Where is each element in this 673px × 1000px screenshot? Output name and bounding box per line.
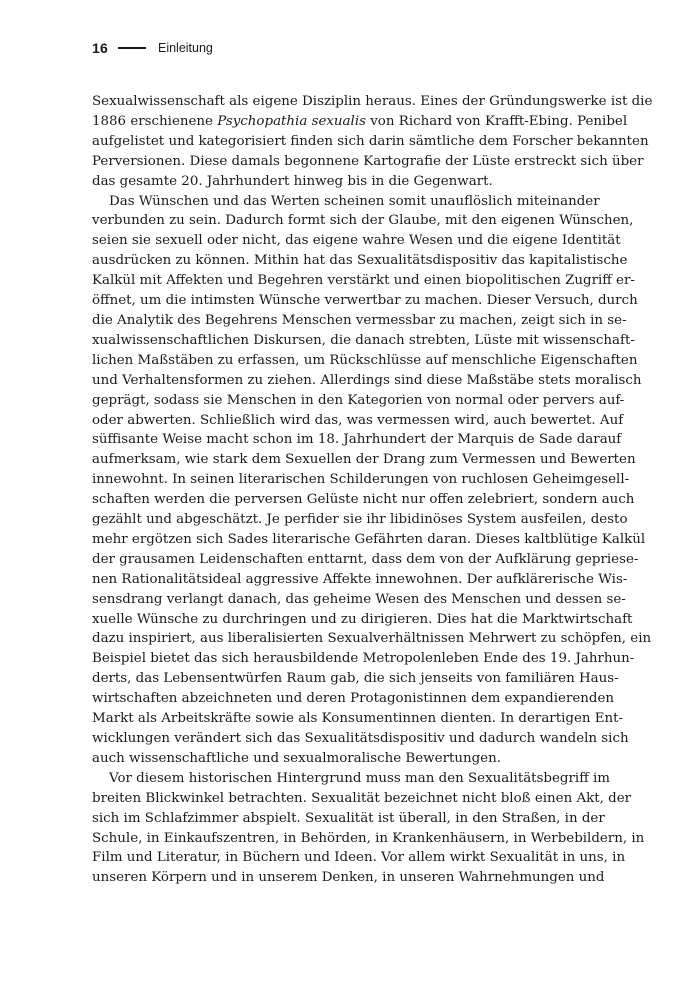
text-line: geprägt, sodass sie Menschen in den Kategorien von normal oder pervers auf- <box>92 392 625 408</box>
text-line: das gesamte 20. Jahrhundert hinweg bis in die Gegenwart. <box>92 173 493 189</box>
text-line: unseren Körpern und in unserem Denken, in unseren Wahrnehmungen und <box>92 870 605 886</box>
running-head: Einleitung <box>157 41 213 55</box>
text-line: xuelle Wünsche zu durchringen und zu dirigieren. Dies hat die Marktwirtschaft <box>92 611 633 627</box>
page-number: 16 <box>92 40 108 56</box>
text-line: Film und Literatur, in Büchern und Ideen. Vor allem wirkt Sexualität in uns, in <box>92 850 626 866</box>
text-line: schaften werden die perversen Gelüste nicht nur offen zelebriert, sondern auch <box>92 492 635 508</box>
text-line: xualwissenschaftlichen Diskursen, die danach strebten, Lüste mit wissenschaft- <box>92 332 635 348</box>
text-line: oder abwerten. Schließlich wird das, was vermessen wird, auch bewertet. Auf <box>92 412 624 428</box>
text-line: lichen Maßstäben zu erfassen, um Rückschlüsse auf menschliche Eigenschaften <box>92 352 638 368</box>
text-line: nen Rationalitätsideal aggressive Affekte innewohnen. Der aufklärerische Wis- <box>92 571 628 587</box>
body-text <box>92 92 653 888</box>
text-line: wicklungen verändert sich das Sexualitätsdispositiv und dadurch wandeln sich <box>92 731 629 746</box>
text-line: Sexualwissenschaft als eigene Disziplin heraus. Eines der Gründungswerke ist die <box>92 94 653 109</box>
text-line: mehr ergötzen sich Sades literarische Gefährten daran. Dieses kaltblütige Kalkül <box>92 531 646 547</box>
paragraph <box>92 92 653 192</box>
text-line: dazu inspiriert, aus liberalisierten Sexualverhältnissen Mehrwert zu schöpfen, ein <box>92 631 652 647</box>
text-line: aufgelistet und kategorisiert finden sich darin sämtliche dem Forscher bekannten <box>92 133 649 149</box>
text-line: Das Wünschen und das Werten scheinen somit unauflöslich miteinander <box>109 193 600 209</box>
text-line: Perversionen. Diese damals begonnene Kartografie der Lüste erstreckt sich über <box>92 153 644 169</box>
paragraph <box>92 192 652 769</box>
page-header <box>92 40 213 56</box>
paragraph <box>92 769 645 888</box>
text-line: aufmerksam, wie stark dem Sexuellen der Drang zum Vermessen und Bewerten <box>92 452 636 468</box>
text-line: wirtschaften abzeichneten und deren Protagonistinnen dem expandierenden <box>92 691 615 707</box>
text-line: gezählt und abgeschätzt. Je perfider sie ihr libidinöses System ausfeilen, desto <box>92 512 628 528</box>
text-line: derts, das Lebensentwürfen Raum gab, die sich jenseits von familiären Haus- <box>92 671 619 687</box>
header-rule <box>118 47 146 49</box>
text-line: seien sie sexuell oder nicht, das eigene wahre Wesen und die eigene Identität <box>92 233 621 249</box>
text-line: sich im Schlafzimmer abspielt. Sexualität ist überall, in den Straßen, in der <box>92 810 605 826</box>
text-line: breiten Blickwinkel betrachten. Sexualität bezeichnet nicht bloß einen Akt, der <box>92 790 632 806</box>
text-line: sensdrang verlangt danach, das geheime Wesen des Menschen und dessen se- <box>92 591 626 607</box>
text-line: 1886 erschienene Psychopathia sexualis von Richard von Krafft-Ebing. Penibel <box>92 113 628 129</box>
text-line: Markt als Arbeitskräfte sowie als Konsumentinnen dienten. In derartigen Ent- <box>92 711 624 727</box>
text-line: öffnet, um die intimsten Wünsche verwertbar zu machen. Dieser Versuch, durch <box>92 293 638 309</box>
text-line: auch wissenschaftliche und sexualmoralische Bewertungen. <box>92 750 501 766</box>
text-line: Kalkül mit Affekten und Begehren verstärkt und einen biopolitischen Zugriff er- <box>92 273 635 289</box>
text-line: ausdrücken zu können. Mithin hat das Sexualitätsdispositiv das kapitalistische <box>92 253 628 269</box>
text-line: Beispiel bietet das sich herausbildende Metropolenleben Ende des 19. Jahrhun- <box>92 651 635 667</box>
text-line: süffisante Weise macht schon im 18. Jahrhundert der Marquis de Sade darauf <box>92 432 622 448</box>
text-line: Vor diesem historischen Hintergrund muss man den Sexualitätsbegriff im <box>109 770 610 786</box>
book-title: Psychopathia sexualis <box>217 113 366 129</box>
text-line: verbunden zu sein. Dadurch formt sich der Glaube, mit den eigenen Wünschen, <box>92 213 634 229</box>
text-line: und Verhaltensformen zu ziehen. Allerdings sind diese Maßstäbe stets moralisch <box>92 372 642 388</box>
text-line: die Analytik des Begehrens Menschen vermessbar zu machen, zeigt sich in se- <box>92 312 627 328</box>
text-line: der grausamen Leidenschaften enttarnt, dass dem von der Aufklärung gepriese- <box>92 551 639 567</box>
text-line: Schule, in Einkaufszentren, in Behörden, in Krankenhäusern, in Werbebildern, in <box>92 830 645 846</box>
text-line: innewohnt. In seinen literarischen Schilderungen von ruchlosen Geheimgesell- <box>92 472 630 488</box>
